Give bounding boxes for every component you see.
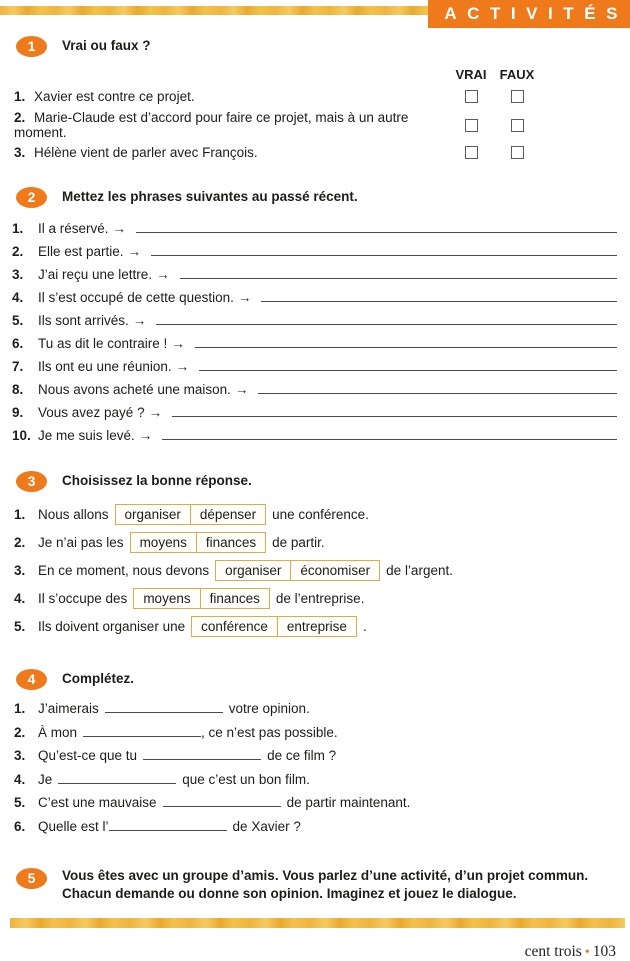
item-number: 10. xyxy=(12,428,31,443)
sentence-start: C’est une mauvaise xyxy=(38,795,157,810)
transform-row-10 xyxy=(0,424,630,447)
arrow-icon: → xyxy=(156,267,170,282)
answer-line-8[interactable] xyxy=(258,378,617,394)
answer-line-4[interactable] xyxy=(261,286,617,302)
answer-line-10[interactable] xyxy=(162,424,617,440)
item-number: 2. xyxy=(14,534,26,550)
choice-option-b[interactable]: entreprise xyxy=(277,617,356,636)
vrai-column-header: VRAI xyxy=(455,67,487,82)
arrow-icon: → xyxy=(112,221,127,236)
choice-row-2 xyxy=(0,528,630,556)
exercise-3-badge: 3 xyxy=(16,471,47,492)
answer-line-1[interactable] xyxy=(136,217,617,233)
sentence-text: Il a réservé. xyxy=(38,221,109,236)
exercise-1-title: Vrai ou faux ? xyxy=(62,38,151,54)
choice-option-b[interactable]: dépenser xyxy=(190,505,265,524)
fill-in-blank-1[interactable] xyxy=(105,699,223,713)
arrow-icon: → xyxy=(237,290,252,305)
arrow-icon: → xyxy=(138,428,153,443)
exercise-2-badge: 2 xyxy=(16,187,47,208)
instruction-line-2: Chacun demande ou donne son opinion. Imaginez et jouez le dialogue. xyxy=(62,886,517,902)
exercise-5 xyxy=(0,867,630,903)
item-number: 3. xyxy=(12,267,24,282)
sentence-end: . xyxy=(362,618,367,634)
answer-line-2[interactable] xyxy=(151,240,617,256)
complete-row-6 xyxy=(0,817,630,841)
vrai-faux-row-2 xyxy=(14,110,540,138)
item-number: 2. xyxy=(14,724,26,740)
transform-row-5 xyxy=(0,309,630,332)
item-number: 1. xyxy=(14,701,26,716)
exercise-2-title: Mettez les phrases suivantes au passé récent. xyxy=(62,189,358,205)
statement-2 xyxy=(14,110,448,140)
vrai-checkbox-1[interactable] xyxy=(465,90,478,103)
option-group xyxy=(115,504,267,525)
instruction-line-1: Vous êtes avec un groupe d’amis. Vous parlez d’une activité, d’un projet commun. xyxy=(62,868,589,883)
sentence-end: , ce n’est pas possible. xyxy=(201,724,338,740)
item-number: 1. xyxy=(14,88,26,104)
complete-row-2 xyxy=(0,723,630,747)
exercise-1-badge: 1 xyxy=(16,36,47,57)
choice-row-1 xyxy=(0,500,630,528)
fill-in-blank-5[interactable] xyxy=(163,793,281,807)
complete-row-3 xyxy=(0,746,630,770)
exercise-5-title xyxy=(62,867,588,903)
exercise-3-title: Choisissez la bonne réponse. xyxy=(62,473,252,489)
arrow-icon: → xyxy=(127,244,142,259)
vrai-faux-row-1 xyxy=(14,82,540,110)
transform-row-6 xyxy=(0,332,630,355)
vrai-faux-row-3 xyxy=(14,138,540,166)
sentence-start: J’aimerais xyxy=(38,701,99,716)
sentence-start: Je xyxy=(38,771,53,787)
choice-row-5 xyxy=(0,612,630,640)
sentence-start: À mon xyxy=(38,724,78,740)
item-number: 4. xyxy=(14,771,26,787)
sentence-text: Il s’est occupé de cette question. xyxy=(38,290,234,305)
complete-row-5 xyxy=(0,793,630,817)
complete-row-4 xyxy=(0,770,630,794)
page-footer xyxy=(0,943,616,961)
arrow-icon: → xyxy=(132,313,147,328)
exercise-5-badge: 5 xyxy=(16,868,47,889)
sentence-start: Je n’ai pas les xyxy=(38,534,124,550)
choice-option-b[interactable]: finances xyxy=(196,533,265,552)
page-header xyxy=(0,0,630,28)
fill-in-blank-6[interactable] xyxy=(109,817,227,831)
transform-row-3 xyxy=(0,263,630,286)
complete-row-1 xyxy=(0,699,630,723)
sentence-end: de partir maintenant. xyxy=(286,795,411,810)
option-group xyxy=(191,616,357,637)
page-words: cent trois xyxy=(524,943,582,961)
arrow-icon: → xyxy=(148,405,163,420)
sentence-text: Je me suis levé. xyxy=(38,428,135,443)
item-number: 6. xyxy=(14,818,26,834)
item-number: 3. xyxy=(14,144,26,160)
answer-line-9[interactable] xyxy=(172,401,617,417)
exercise-4-title: Complétez. xyxy=(62,671,135,687)
sentence-text: Nous avons acheté une maison. xyxy=(38,382,231,397)
answer-line-3[interactable] xyxy=(180,263,617,279)
transform-row-4 xyxy=(0,286,630,309)
faux-column-header: FAUX xyxy=(499,67,535,82)
fill-in-blank-2[interactable] xyxy=(83,723,201,737)
item-number: 2. xyxy=(12,244,24,259)
option-group xyxy=(133,588,270,609)
item-number: 1. xyxy=(12,221,24,236)
sentence-end: de l’entreprise. xyxy=(275,590,365,606)
sentence-end: de ce film ? xyxy=(267,748,337,763)
statement-text: Xavier est contre ce projet. xyxy=(34,88,195,104)
answer-line-7[interactable] xyxy=(199,355,617,371)
choice-option-a[interactable]: moyens xyxy=(143,590,191,606)
faux-checkbox-3[interactable] xyxy=(511,146,524,159)
header-gold-strip xyxy=(0,6,428,15)
transform-row-8 xyxy=(0,378,630,401)
choice-option-a[interactable]: organiser xyxy=(225,562,282,578)
answer-line-6[interactable] xyxy=(195,332,617,348)
item-number: 1. xyxy=(14,506,26,522)
item-number: 4. xyxy=(14,590,26,606)
sentence-text: J’ai reçu une lettre. xyxy=(38,267,153,282)
faux-checkbox-2[interactable] xyxy=(511,119,524,132)
activites-banner: ACTIVITÉS xyxy=(428,0,630,28)
exercise-4 xyxy=(0,669,630,840)
choice-option-a[interactable]: conférence xyxy=(201,618,268,634)
arrow-icon: → xyxy=(171,336,185,351)
option-group xyxy=(130,532,267,553)
sentence-end: de partir. xyxy=(272,534,325,550)
choice-option-a[interactable]: moyens xyxy=(139,534,187,550)
sentence-text: Elle est partie. xyxy=(38,244,124,259)
transform-row-2 xyxy=(0,240,630,263)
item-number: 2. xyxy=(14,110,26,125)
vrai-checkbox-3[interactable] xyxy=(465,146,478,159)
choice-option-a[interactable]: organiser xyxy=(124,506,181,522)
sentence-end: de l’argent. xyxy=(386,562,453,578)
faux-checkbox-1[interactable] xyxy=(511,90,524,103)
sentence-end: une conférence. xyxy=(272,506,369,522)
bullet-icon: • xyxy=(584,945,590,961)
vrai-checkbox-2[interactable] xyxy=(465,119,478,132)
sentence-start: Nous allons xyxy=(38,506,109,522)
sentence-start: En ce moment, nous devons xyxy=(38,562,210,578)
sentence-start: Qu’est-ce que tu xyxy=(38,748,138,763)
fill-in-blank-4[interactable] xyxy=(58,770,176,784)
item-number: 3. xyxy=(14,748,26,763)
item-number: 9. xyxy=(12,405,24,420)
choice-option-b[interactable]: économiser xyxy=(290,561,379,580)
statement-1 xyxy=(14,89,448,104)
item-number: 7. xyxy=(12,359,24,374)
sentence-text: Vous avez payé ? xyxy=(38,405,145,420)
transform-row-7 xyxy=(0,355,630,378)
sentence-start: Il s’occupe des xyxy=(38,590,128,606)
item-number: 5. xyxy=(12,313,24,328)
arrow-icon: → xyxy=(175,359,190,374)
sentence-end: votre opinion. xyxy=(228,701,310,716)
choice-option-b[interactable]: finances xyxy=(200,589,269,608)
arrow-icon: → xyxy=(234,382,249,397)
exercise-4-badge: 4 xyxy=(16,669,47,690)
answer-line-5[interactable] xyxy=(156,309,617,325)
sentence-text: Ils ont eu une réunion. xyxy=(38,359,172,374)
option-group xyxy=(215,560,380,581)
choice-row-4 xyxy=(0,584,630,612)
sentence-end: de Xavier ? xyxy=(232,818,301,834)
exercise-2 xyxy=(0,187,630,447)
sentence-start: Ils doivent organiser une xyxy=(38,618,186,634)
sentence-start: Quelle est l’ xyxy=(38,818,109,834)
item-number: 5. xyxy=(14,795,26,810)
item-number: 5. xyxy=(14,618,26,634)
transform-row-9 xyxy=(0,401,630,424)
item-number: 8. xyxy=(12,382,24,397)
footer-gold-bar xyxy=(10,918,625,928)
transform-row-1 xyxy=(0,217,630,240)
item-number: 3. xyxy=(14,562,26,578)
item-number: 6. xyxy=(12,336,24,351)
vrai-faux-header-row xyxy=(14,67,540,82)
page-number: 103 xyxy=(592,943,616,961)
fill-in-blank-3[interactable] xyxy=(143,746,261,760)
sentence-text: Ils sont arrivés. xyxy=(38,313,129,328)
exercise-3 xyxy=(0,471,630,640)
sentence-end: que c’est un bon film. xyxy=(182,771,310,787)
choice-row-3 xyxy=(0,556,630,584)
statement-3 xyxy=(14,145,448,160)
sentence-text: Tu as dit le contraire ! xyxy=(38,336,168,351)
statement-text: Hélène vient de parler avec François. xyxy=(34,144,258,160)
statement-text: Marie-Claude est d’accord pour faire ce projet, mais à un autre moment. xyxy=(14,110,409,140)
item-number: 4. xyxy=(12,290,24,305)
exercise-1 xyxy=(0,36,630,166)
